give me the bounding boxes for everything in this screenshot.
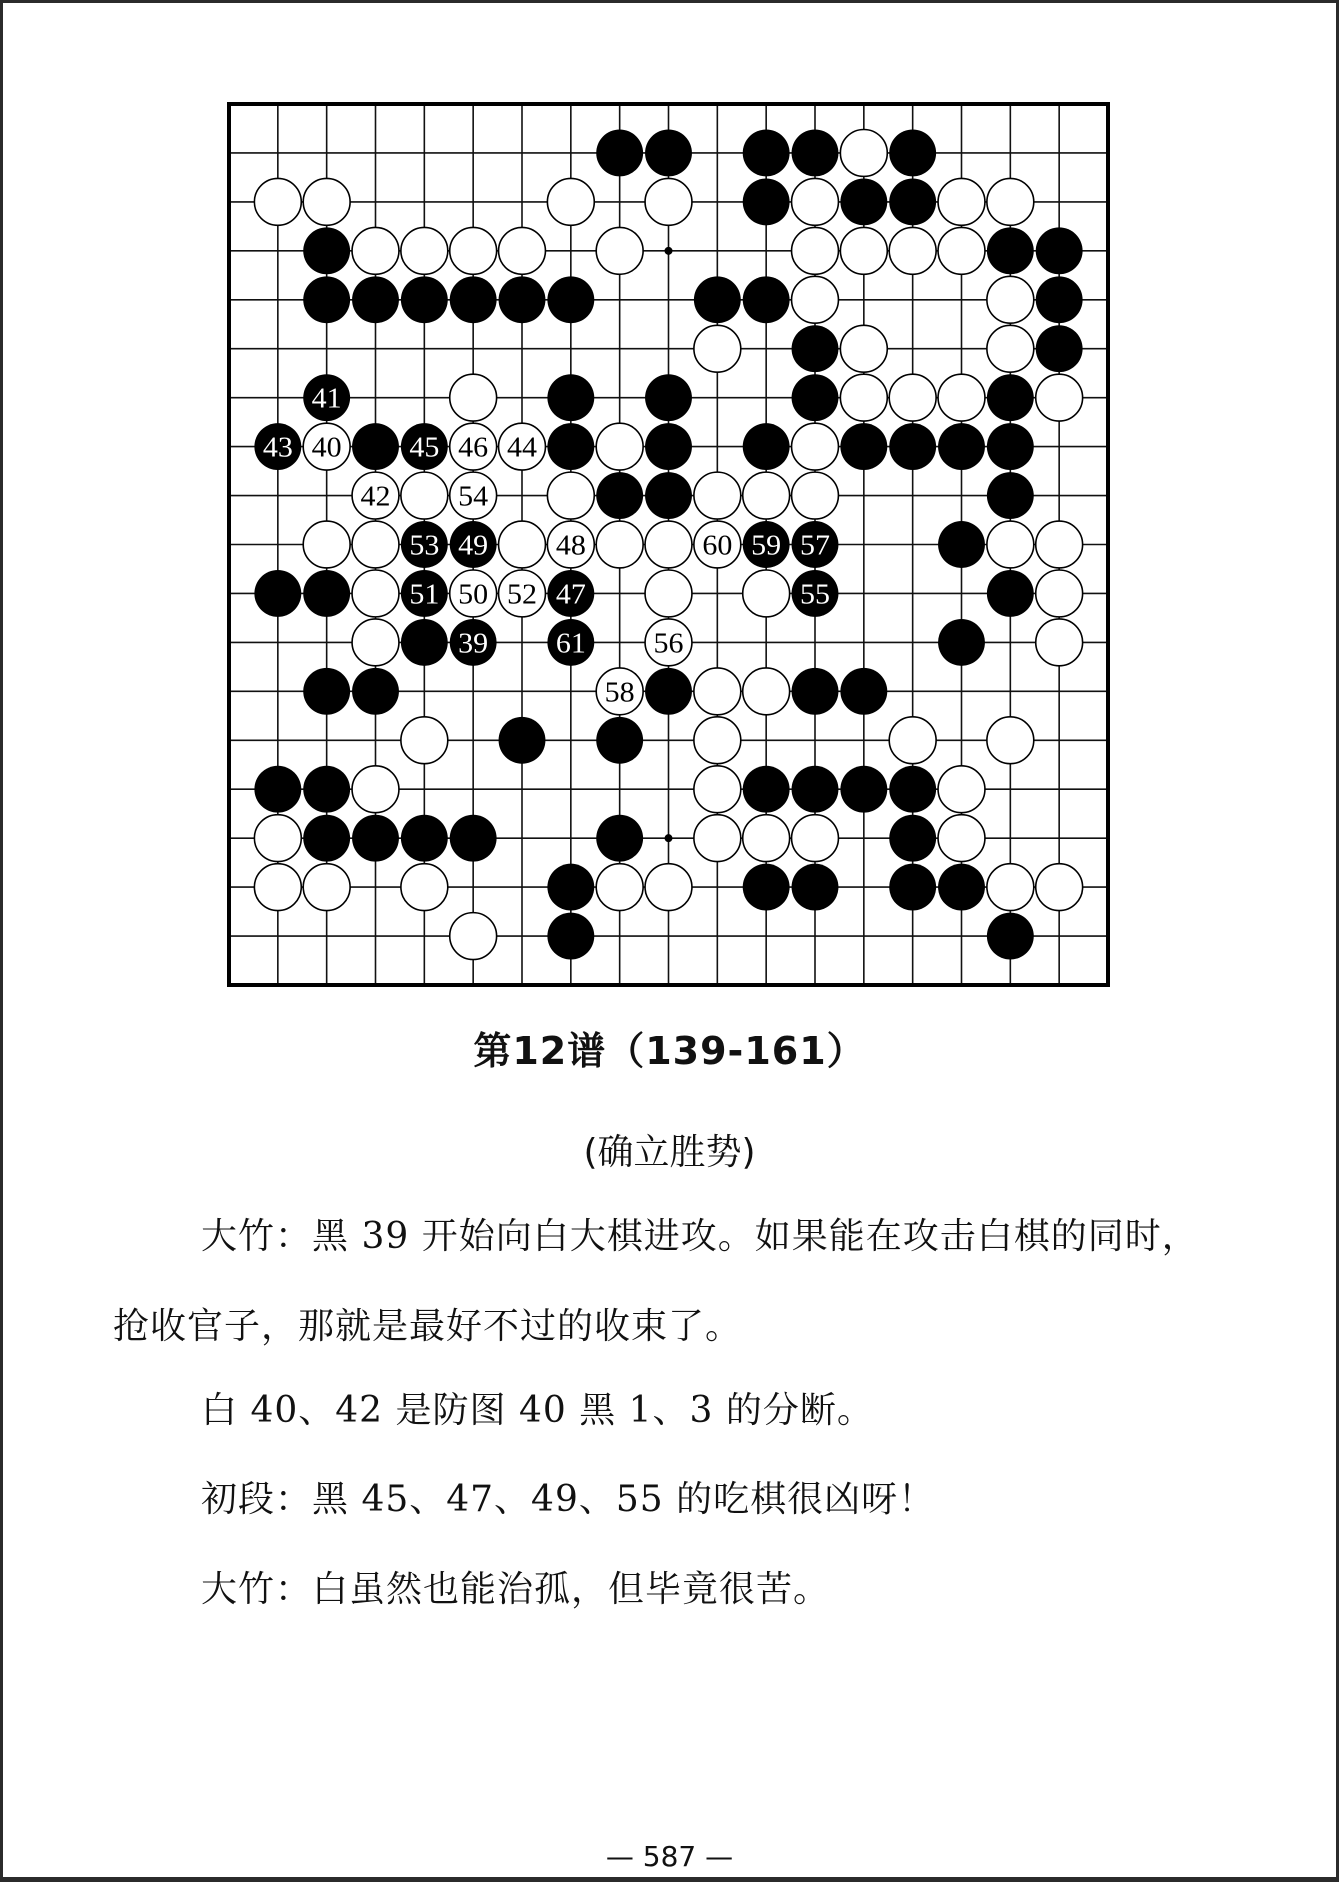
paragraph-4-text: 大竹：白虽然也能治孤，但毕竟很苦。	[201, 1569, 831, 1610]
white-stone	[596, 227, 643, 274]
black-stone	[792, 130, 839, 177]
black-stone	[547, 913, 594, 960]
move-number: 49	[458, 530, 489, 562]
black-stone	[596, 717, 643, 764]
black-stone	[938, 423, 985, 470]
black-stone	[401, 521, 448, 568]
black-stone	[303, 276, 350, 323]
move-number: 47	[555, 579, 586, 611]
black-stone	[401, 276, 448, 323]
black-stone	[547, 864, 594, 911]
black-stone	[645, 130, 692, 177]
black-stone	[450, 276, 497, 323]
move-number: 56	[653, 628, 684, 660]
white-stone	[645, 619, 692, 666]
move-number: 57	[800, 530, 830, 562]
white-stone	[547, 521, 594, 568]
black-stone	[1036, 325, 1083, 372]
black-stone	[743, 130, 790, 177]
black-stone	[987, 227, 1034, 274]
white-stone	[254, 815, 301, 862]
paragraph-2	[113, 1366, 1233, 1456]
white-stone	[792, 815, 839, 862]
white-stone	[694, 521, 741, 568]
black-stone	[401, 815, 448, 862]
white-stone	[1036, 521, 1083, 568]
black-stone	[840, 423, 887, 470]
diagram-title: 第12谱（139-161）	[473, 1029, 866, 1073]
black-stone	[743, 276, 790, 323]
star-point	[665, 834, 673, 842]
black-stone	[889, 423, 936, 470]
black-stone	[792, 374, 839, 421]
white-stone	[743, 570, 790, 617]
white-stone	[254, 864, 301, 911]
black-stone	[792, 668, 839, 715]
white-stone	[1036, 619, 1083, 666]
white-stone	[987, 178, 1034, 225]
white-stone	[596, 668, 643, 715]
paragraph-3-text: 初段：黑 45、47、49、55 的吃棋很凶呀！	[201, 1479, 936, 1520]
black-stone	[352, 815, 399, 862]
white-stone	[352, 227, 399, 274]
move-number: 58	[604, 677, 635, 709]
white-stone	[499, 521, 546, 568]
white-stone	[352, 619, 399, 666]
move-number: 43	[262, 432, 293, 464]
white-stone	[645, 570, 692, 617]
move-number: 51	[409, 579, 440, 611]
white-stone	[792, 227, 839, 274]
white-stone	[645, 521, 692, 568]
black-stone	[303, 227, 350, 274]
black-stone	[938, 619, 985, 666]
move-number: 46	[458, 432, 489, 464]
white-stone	[352, 766, 399, 813]
white-stone	[645, 864, 692, 911]
paragraph-4	[113, 1545, 1233, 1635]
white-stone	[596, 521, 643, 568]
paragraph-2-text: 白 40、42 是防图 40 黑 1、3 的分断。	[201, 1390, 874, 1431]
move-number: 53	[409, 530, 440, 562]
white-stone	[401, 864, 448, 911]
star-point	[665, 247, 673, 255]
black-stone	[938, 521, 985, 568]
black-stone	[645, 668, 692, 715]
black-stone	[254, 766, 301, 813]
paragraph-3	[113, 1455, 1233, 1545]
black-stone	[840, 178, 887, 225]
black-stone	[596, 472, 643, 519]
black-stone	[499, 276, 546, 323]
white-stone	[792, 178, 839, 225]
black-stone	[547, 423, 594, 470]
white-stone	[401, 227, 448, 274]
black-stone	[743, 766, 790, 813]
white-stone	[499, 227, 546, 274]
white-stone	[938, 766, 985, 813]
white-stone	[792, 472, 839, 519]
move-number: 40	[311, 432, 342, 464]
white-stone	[938, 374, 985, 421]
white-stone	[499, 570, 546, 617]
white-stone	[694, 325, 741, 372]
white-stone	[987, 325, 1034, 372]
white-stone	[987, 864, 1034, 911]
white-stone	[938, 227, 985, 274]
page-number: — 587 —	[605, 1840, 734, 1873]
move-number: 52	[507, 579, 537, 611]
black-stone	[450, 815, 497, 862]
black-stone	[987, 374, 1034, 421]
black-stone	[938, 864, 985, 911]
white-stone	[450, 913, 497, 960]
black-stone	[596, 130, 643, 177]
black-stone	[547, 570, 594, 617]
move-number: 55	[800, 579, 830, 611]
white-stone	[987, 276, 1034, 323]
black-stone	[987, 913, 1034, 960]
black-stone	[352, 276, 399, 323]
black-stone	[254, 423, 301, 470]
black-stone	[792, 766, 839, 813]
white-stone	[1036, 864, 1083, 911]
black-stone	[499, 717, 546, 764]
black-stone	[792, 864, 839, 911]
white-stone	[352, 521, 399, 568]
black-stone	[303, 570, 350, 617]
move-number: 45	[409, 432, 440, 464]
move-number: 44	[507, 432, 537, 464]
black-stone	[889, 815, 936, 862]
paragraph-1-text: 大竹：黑 39 开始向白大棋进攻。如果能在攻击白棋的同时，抢收官子，那就是最好不过的收束了。	[113, 1216, 1199, 1347]
black-stone	[743, 521, 790, 568]
white-stone	[987, 521, 1034, 568]
black-stone	[1036, 227, 1083, 274]
white-stone	[889, 374, 936, 421]
black-stone	[547, 619, 594, 666]
white-stone	[1036, 374, 1083, 421]
white-stone	[596, 423, 643, 470]
white-stone	[450, 570, 497, 617]
black-stone	[596, 815, 643, 862]
paragraph-1	[113, 1192, 1233, 1372]
white-stone	[596, 864, 643, 911]
white-stone	[254, 178, 301, 225]
white-stone	[450, 227, 497, 274]
move-number: 39	[458, 628, 489, 660]
move-number: 60	[702, 530, 733, 562]
black-stone	[303, 374, 350, 421]
black-stone	[840, 668, 887, 715]
white-stone	[450, 374, 497, 421]
black-stone	[352, 423, 399, 470]
white-stone	[1036, 570, 1083, 617]
black-stone	[792, 325, 839, 372]
white-stone	[938, 815, 985, 862]
diagram-subtitle: (确立胜势)	[583, 1132, 756, 1173]
move-number: 48	[555, 530, 586, 562]
black-stone	[840, 766, 887, 813]
black-stone	[401, 423, 448, 470]
black-stone	[743, 178, 790, 225]
move-number: 59	[751, 530, 782, 562]
black-stone	[889, 178, 936, 225]
white-stone	[840, 374, 887, 421]
black-stone	[694, 276, 741, 323]
white-stone	[401, 472, 448, 519]
white-stone	[547, 178, 594, 225]
white-stone	[840, 325, 887, 372]
go-board-diagram	[227, 102, 1110, 987]
white-stone	[743, 668, 790, 715]
black-stone	[303, 668, 350, 715]
white-stone	[743, 815, 790, 862]
black-stone	[889, 766, 936, 813]
black-stone	[401, 570, 448, 617]
black-stone	[450, 521, 497, 568]
white-stone	[303, 864, 350, 911]
white-stone	[840, 227, 887, 274]
move-number: 50	[458, 579, 489, 611]
white-stone	[743, 472, 790, 519]
white-stone	[645, 178, 692, 225]
white-stone	[840, 130, 887, 177]
move-number: 54	[458, 481, 489, 513]
black-stone	[792, 521, 839, 568]
black-stone	[987, 423, 1034, 470]
white-stone	[694, 472, 741, 519]
go-board-svg	[227, 102, 1110, 987]
white-stone	[499, 423, 546, 470]
black-stone	[645, 472, 692, 519]
white-stone	[352, 472, 399, 519]
white-stone	[547, 472, 594, 519]
black-stone	[645, 423, 692, 470]
white-stone	[401, 717, 448, 764]
white-stone	[303, 423, 350, 470]
white-stone	[303, 521, 350, 568]
white-stone	[889, 227, 936, 274]
white-stone	[694, 717, 741, 764]
move-number: 42	[360, 481, 391, 513]
white-stone	[938, 178, 985, 225]
white-stone	[352, 570, 399, 617]
white-stone	[987, 717, 1034, 764]
black-stone	[792, 570, 839, 617]
white-stone	[694, 766, 741, 813]
black-stone	[303, 815, 350, 862]
move-number: 41	[311, 383, 342, 415]
white-stone	[889, 717, 936, 764]
black-stone	[987, 472, 1034, 519]
white-stone	[303, 178, 350, 225]
black-stone	[303, 766, 350, 813]
black-stone	[254, 570, 301, 617]
black-stone	[645, 374, 692, 421]
move-number: 61	[555, 628, 586, 660]
black-stone	[401, 619, 448, 666]
black-stone	[450, 619, 497, 666]
white-stone	[450, 423, 497, 470]
black-stone	[889, 864, 936, 911]
white-stone	[792, 423, 839, 470]
black-stone	[743, 423, 790, 470]
black-stone	[352, 668, 399, 715]
white-stone	[792, 276, 839, 323]
black-stone	[987, 570, 1034, 617]
black-stone	[743, 864, 790, 911]
black-stone	[889, 130, 936, 177]
black-stone	[547, 276, 594, 323]
black-stone	[1036, 276, 1083, 323]
black-stone	[547, 374, 594, 421]
white-stone	[694, 668, 741, 715]
white-stone	[694, 815, 741, 862]
white-stone	[450, 472, 497, 519]
